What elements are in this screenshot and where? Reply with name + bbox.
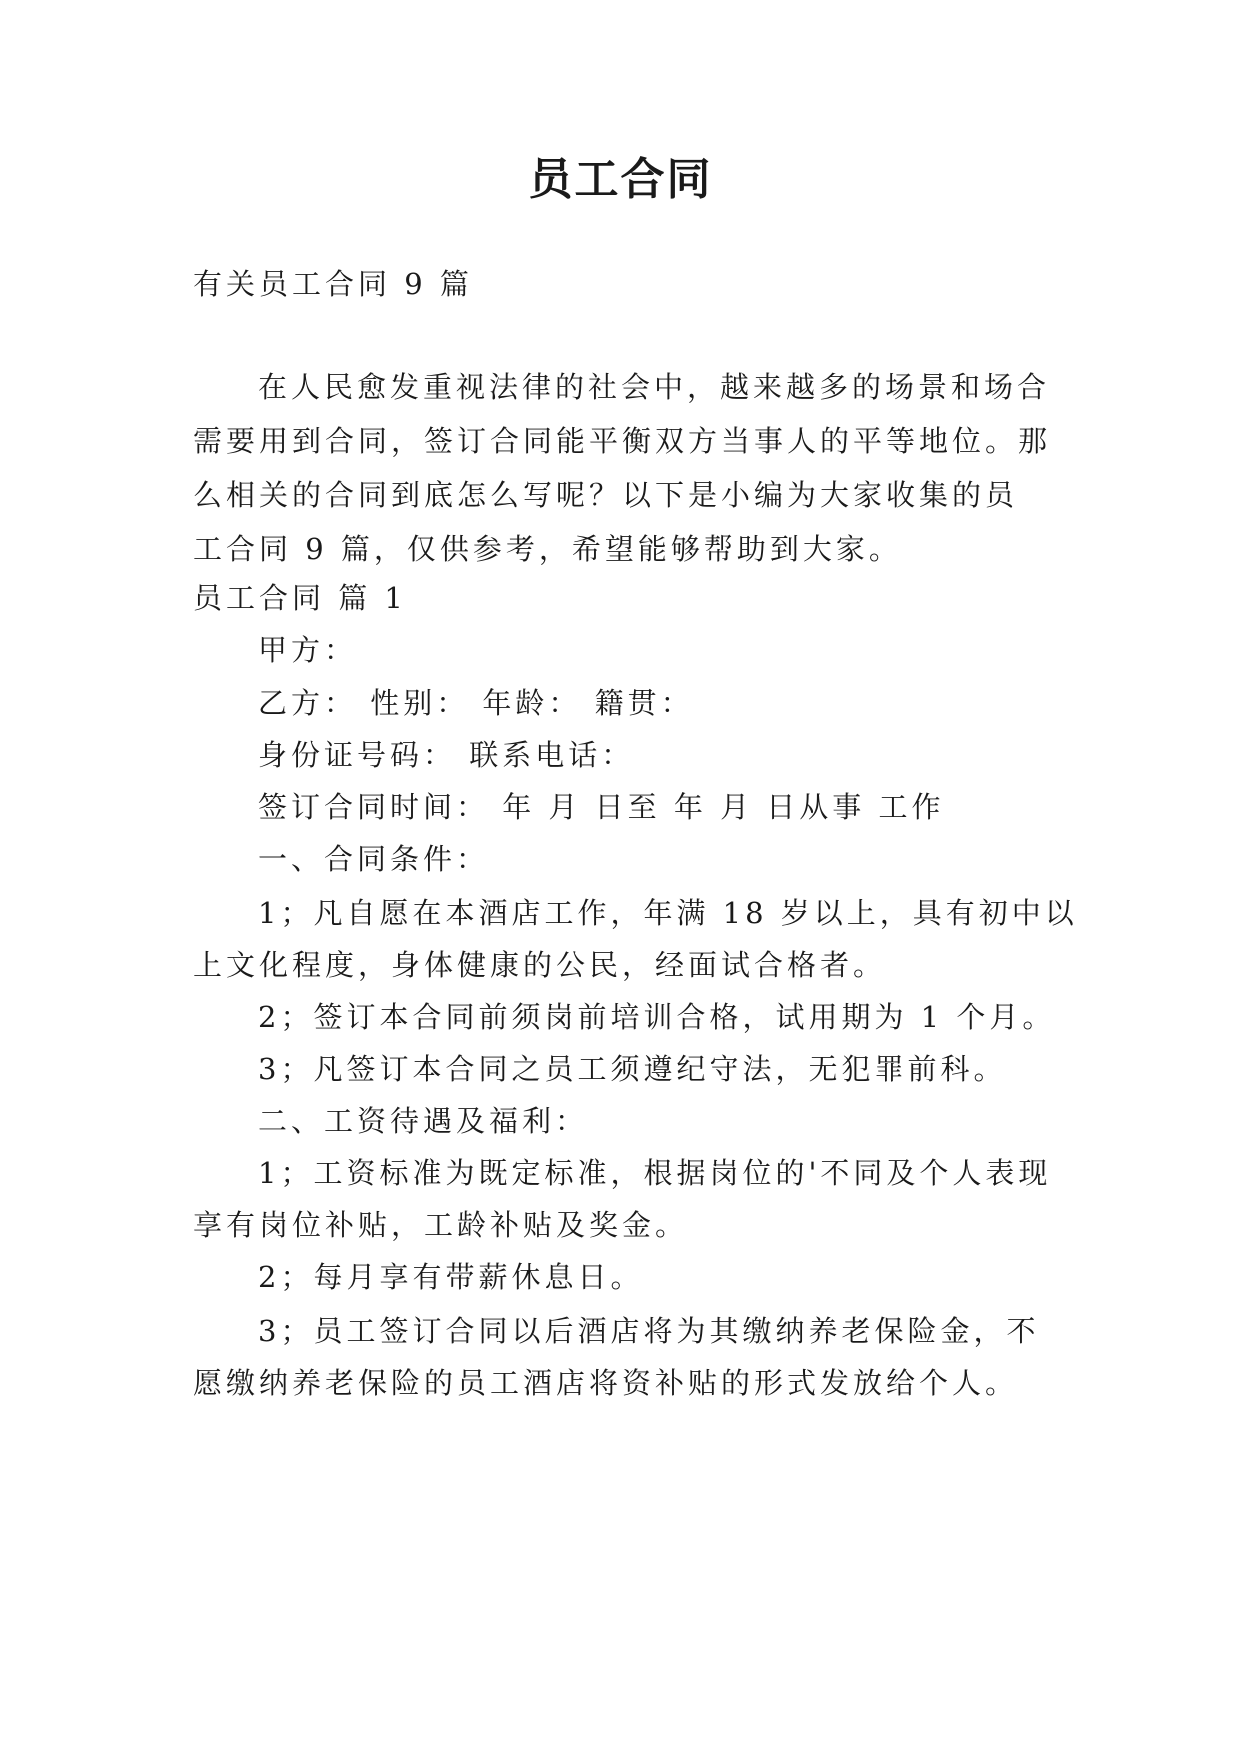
part2-item1-line1: 1；工资标准为既定标准，根据岗位的'不同及个人表现 [258, 1156, 1052, 1190]
intro-line-1: 在人民愈发重视法律的社会中，越来越多的场景和场合 [258, 370, 1051, 404]
part2-item1-line2: 享有岗位补贴，工龄补贴及奖金。 [193, 1208, 689, 1242]
part2-item3-line1: 3；员工签订合同以后酒店将为其缴纳养老保险金，不 [258, 1314, 1040, 1348]
part2-item3-line2: 愿缴纳养老保险的员工酒店将资补贴的形式发放给个人。 [193, 1366, 1019, 1400]
document-subtitle: 有关员工合同 9 篇 [193, 267, 473, 301]
section-heading: 员工合同 篇 1 [193, 581, 407, 615]
intro-line-3: 么相关的合同到底怎么写呢？以下是小编为大家收集的员 [193, 478, 1019, 512]
part1-item2: 2；签订本合同前须岗前培训合格，试用期为 1 个月。 [258, 1000, 1056, 1034]
field-party-a: 甲方： [258, 633, 358, 667]
part2-heading: 二、工资待遇及福利： [258, 1104, 589, 1138]
part1-heading: 一、合同条件： [258, 842, 490, 876]
part1-item1-line1: 1；凡自愿在本酒店工作，年满 18 岁以上，具有初中以 [258, 896, 1078, 930]
field-sign-time: 签订合同时间： 年 月 日至 年 月 日从事 工作 [258, 790, 945, 824]
field-id-phone: 身份证号码： 联系电话： [258, 738, 635, 772]
intro-line-2: 需要用到合同，签订合同能平衡双方当事人的平等地位。那 [193, 424, 1052, 458]
part1-item3: 3；凡签订本合同之员工须遵纪守法，无犯罪前科。 [258, 1052, 1007, 1086]
part2-item2: 2；每月享有带薪休息日。 [258, 1260, 644, 1294]
document-title: 员工合同 [528, 154, 713, 205]
intro-line-4: 工合同 9 篇，仅供参考，希望能够帮助到大家。 [193, 532, 902, 566]
field-party-b: 乙方： 性别： 年龄： 籍贯： [258, 686, 694, 720]
part1-item1-line2: 上文化程度，身体健康的公民，经面试合格者。 [193, 948, 887, 982]
